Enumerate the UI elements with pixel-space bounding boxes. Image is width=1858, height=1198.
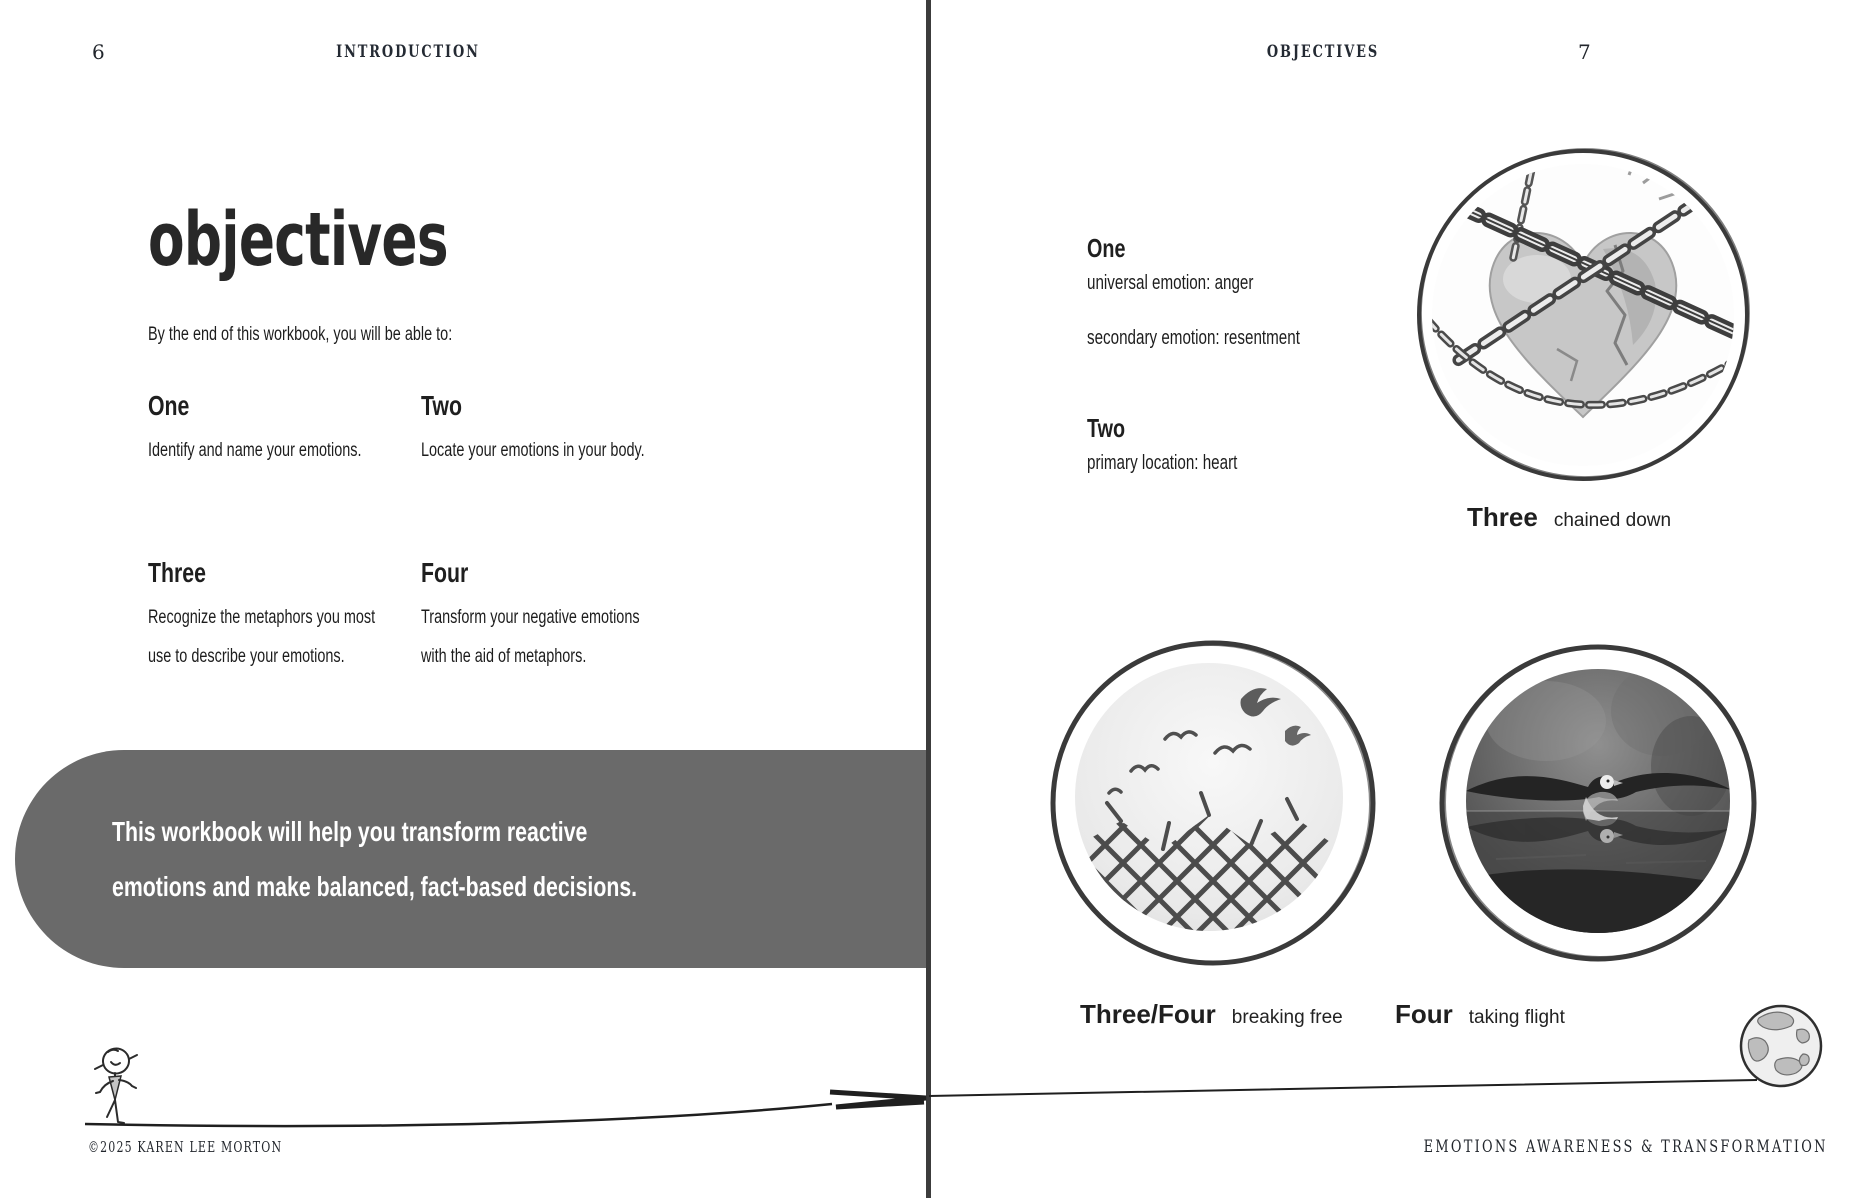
caption-label: Four — [1395, 999, 1453, 1029]
figure-caption-chained-down — [1467, 502, 1671, 533]
page-number-left: 6 — [92, 40, 105, 64]
book-title-footer: EMOTIONS AWARENESS & TRANSFORMATION — [1423, 1137, 1828, 1157]
birds-breaking-free-image — [1045, 635, 1381, 971]
caption-text: breaking free — [1231, 1007, 1343, 1028]
callout-line: emotions and make balanced, fact-based decisions. — [112, 871, 638, 902]
objective-text: use to describe your emotions. — [148, 646, 345, 667]
section-line: universal emotion: anger — [1087, 272, 1254, 294]
objective-text: Recognize the metaphors you most — [148, 607, 376, 628]
objective-three — [148, 558, 375, 676]
objective-text: with the aid of metaphors. — [421, 646, 587, 667]
detail-section-one — [1087, 232, 1300, 350]
callout-banner — [15, 750, 929, 968]
objective-text: Identify and name your emotions. — [148, 440, 362, 461]
section-line: primary location: heart — [1087, 452, 1238, 474]
running-header-left: INTRODUCTION — [336, 42, 480, 62]
caption-label: Three/Four — [1080, 999, 1216, 1029]
objective-label: Four — [421, 557, 469, 588]
chained-heart-image — [1407, 139, 1759, 491]
intro-text: By the end of this workbook, you will be able to: — [148, 324, 453, 345]
page-title: objectives — [148, 197, 448, 283]
page-divider — [926, 0, 931, 1198]
caption-text: taking flight — [1468, 1007, 1565, 1028]
objective-text: Locate your emotions in your body. — [421, 440, 645, 461]
caption-label: Three — [1467, 502, 1538, 532]
section-line: secondary emotion: resentment — [1087, 327, 1300, 349]
caption-text: chained down — [1553, 510, 1672, 531]
objective-label: Two — [421, 390, 462, 421]
figure-caption-breaking-free — [1080, 999, 1343, 1030]
copyright-text: ©2025 KAREN LEE MORTON — [88, 1140, 283, 1156]
objective-four — [421, 558, 640, 676]
objective-label: One — [148, 390, 190, 421]
detail-section-two — [1087, 412, 1237, 475]
eagle-taking-flight-image — [1436, 641, 1760, 965]
objective-one — [148, 391, 362, 470]
section-label: Two — [1087, 413, 1126, 443]
objective-text: Transform your negative emotions — [421, 607, 640, 628]
figure-caption-taking-flight — [1395, 999, 1565, 1030]
globe-icon — [1737, 1002, 1825, 1090]
objective-label: Three — [148, 557, 206, 588]
callout-line: This workbook will help you transform reactive — [112, 816, 588, 847]
running-header-right: OBJECTIVES — [1266, 42, 1380, 62]
objective-two — [421, 391, 645, 470]
hand-drawn-line-arrow — [80, 1066, 1780, 1134]
page-number-right: 7 — [1578, 40, 1591, 64]
section-label: One — [1087, 233, 1126, 263]
